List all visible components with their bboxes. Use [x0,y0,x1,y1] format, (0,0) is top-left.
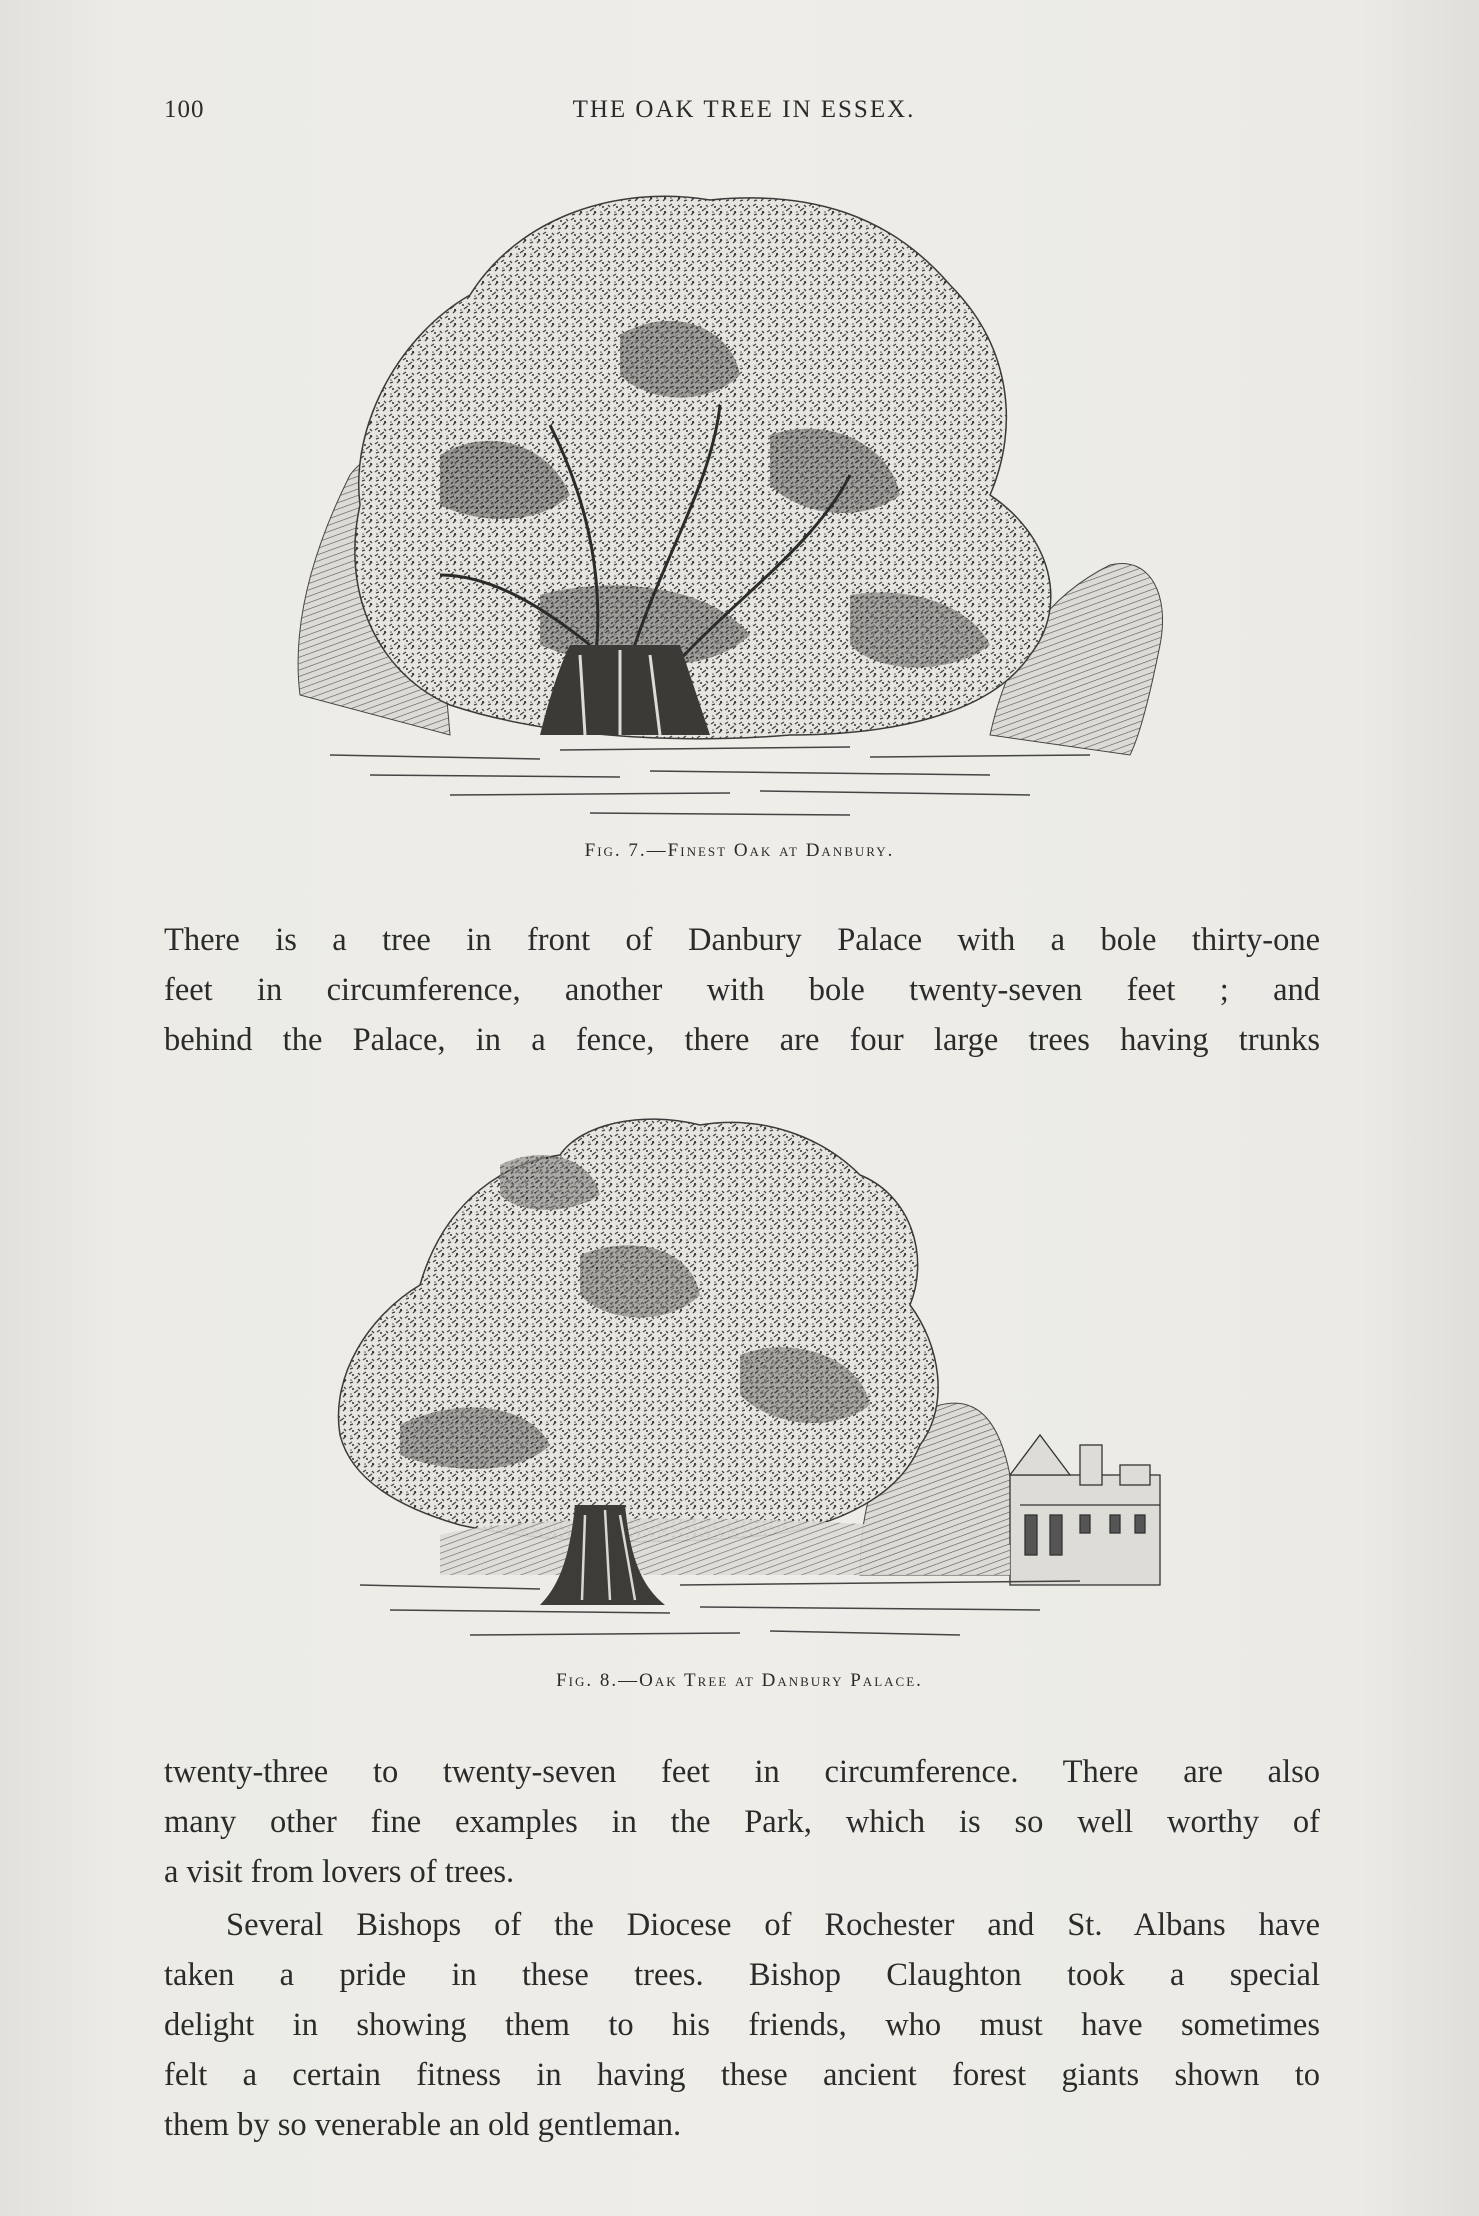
figure-7-caption: Fig. 7.—Finest Oak at Danbury. [584,840,895,861]
text-line: twenty-three to twenty-seven feet in circumference. There are also [164,1754,1320,1790]
text-line: a visit from lovers of trees. [164,1854,515,1890]
paragraph-1 [164,915,1320,1065]
figure-8-illustration [320,1105,1180,1665]
running-head: THE OAK TREE IN ESSEX. [572,96,916,123]
palace-building [1010,1435,1160,1585]
text-line: delight in showing them to his friends, who must have sometimes [164,2007,1320,2043]
text-line: them by so venerable an old gentleman. [164,2107,682,2143]
figure-7-illustration [290,175,1190,825]
text-line: feet in circumference, another with bole twenty-seven feet ; and [164,972,1320,1008]
text-line: taken a pride in these trees. Bishop Claughton took a special [164,1957,1320,1993]
paragraph-2 [164,1747,1320,1897]
page-header [164,96,1324,136]
text-line: Several Bishops of the Diocese of Rochester and St. Albans have [226,1907,1320,1943]
text-line: many other fine examples in the Park, which is so well worthy of [164,1804,1320,1840]
paragraph-3 [164,1900,1320,2150]
figure-8-caption: Fig. 8.—Oak Tree at Danbury Palace. [556,1670,923,1691]
page-number: 100 [164,96,205,123]
text-line: felt a certain fitness in having these ancient forest giants shown to [164,2057,1320,2093]
text-line: behind the Palace, in a fence, there are four large trees having trunks [164,1022,1320,1058]
text-line: There is a tree in front of Danbury Palace with a bole thirty-one [164,922,1320,958]
